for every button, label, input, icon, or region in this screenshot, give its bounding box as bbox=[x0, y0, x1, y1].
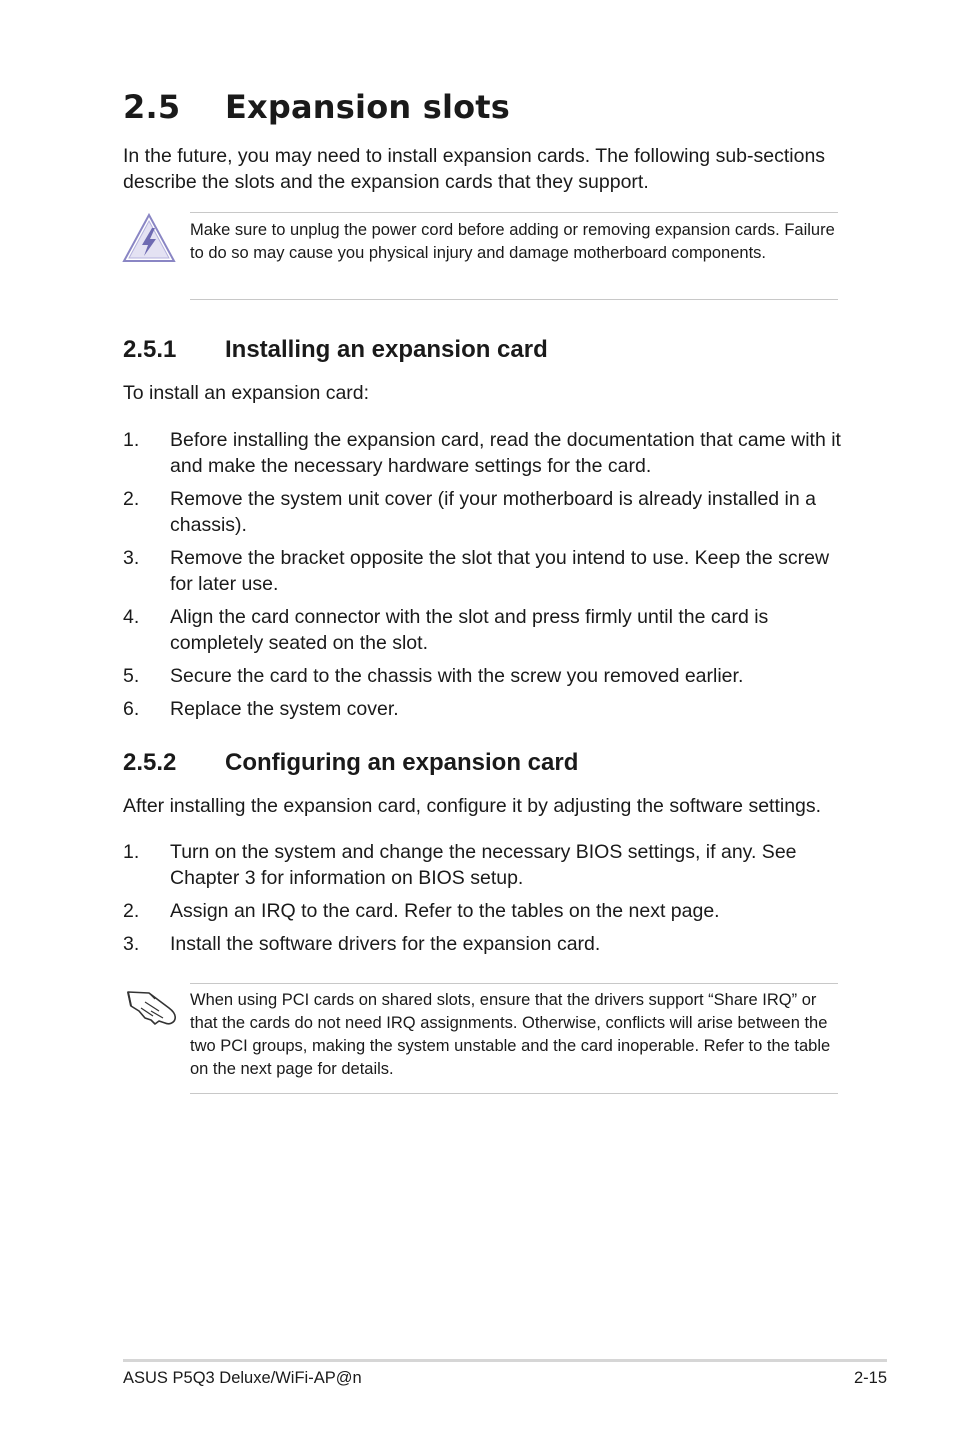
footer-page-number: 2-15 bbox=[853, 1369, 887, 1387]
subsection-heading-configure bbox=[123, 749, 578, 777]
list-item: 1. Before installing the expansion card, read the documentation that came with it and make the necessary hardware settings for the card. bbox=[123, 429, 841, 477]
subsection-number: 2.5.1 bbox=[123, 336, 177, 363]
pointing-hand-icon bbox=[125, 984, 181, 1033]
configure-steps-list bbox=[123, 839, 843, 964]
subsection-heading-install bbox=[123, 336, 548, 364]
install-lead: To install an expansion card: bbox=[123, 382, 370, 404]
list-item: 3. Install the software drivers for the expansion card. bbox=[123, 933, 601, 955]
section-number: 2.5 bbox=[123, 88, 181, 126]
list-item: 6. Replace the system cover. bbox=[123, 698, 399, 720]
warning-note bbox=[190, 212, 838, 300]
intro-paragraph: In the future, you may need to install expansion cards. The following sub-sections describe the slots and the expansion cards that they support. bbox=[123, 145, 826, 193]
warning-lightning-icon bbox=[122, 212, 176, 269]
list-item: 2. Remove the system unit cover (if your motherboard is already installed in a chassis). bbox=[123, 488, 816, 536]
list-item: 1. Turn on the system and change the necessary BIOS settings, if any. See Chapter 3 for information on BIOS setup. bbox=[123, 841, 797, 889]
list-item: 2. Assign an IRQ to the card. Refer to the tables on the next page. bbox=[123, 900, 720, 922]
configure-lead: After installing the expansion card, configure it by adjusting the software settings. bbox=[123, 795, 822, 817]
list-item: 5. Secure the card to the chassis with the screw you removed earlier. bbox=[123, 665, 744, 687]
info-note bbox=[190, 983, 838, 1094]
subsection-title: Configuring an expansion card bbox=[225, 749, 579, 776]
subsection-number: 2.5.2 bbox=[123, 749, 177, 776]
footer-product-name: ASUS P5Q3 Deluxe/WiFi-AP@n bbox=[123, 1369, 362, 1387]
install-steps-list bbox=[123, 427, 843, 729]
subsection-title: Installing an expansion card bbox=[225, 336, 548, 363]
section-title: Expansion slots bbox=[225, 88, 511, 126]
info-note-text: When using PCI cards on shared slots, ensure that the drivers support “Share IRQ” or that the cards do not need IRQ assignments. Otherwise, conflicts will arise between the two PCI groups, making the system unstable and the card inoperable. Refer to the table on the next page for details. bbox=[190, 991, 831, 1078]
section-heading bbox=[123, 88, 510, 126]
list-item: 3. Remove the bracket opposite the slot that you intend to use. Keep the screw for later use. bbox=[123, 547, 830, 595]
footer-divider bbox=[123, 1359, 887, 1362]
list-item: 4. Align the card connector with the slot and press firmly until the card is completely seated on the slot. bbox=[123, 606, 769, 654]
warning-note-text: Make sure to unplug the power cord before adding or removing expansion cards. Failure to do so may cause you physical injury and damage motherboard components. bbox=[190, 221, 835, 262]
